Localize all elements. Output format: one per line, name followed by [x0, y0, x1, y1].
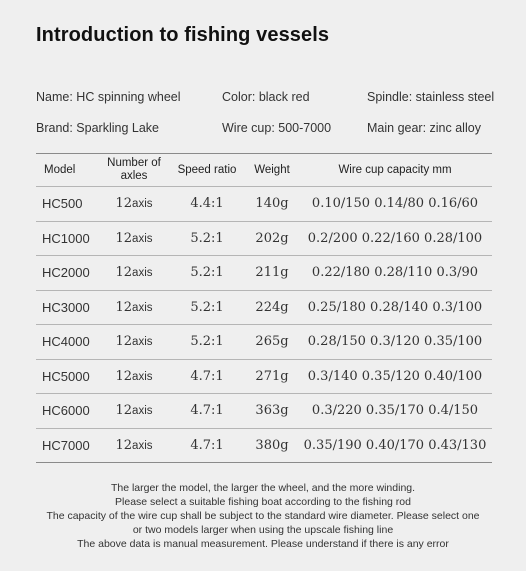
cell-model: HC7000	[36, 428, 100, 463]
table-row	[36, 187, 492, 222]
note-line: The above data is manual measurement. Please understand if there is any error	[77, 538, 449, 550]
cell-speed-ratio: 4.7:1	[168, 428, 246, 463]
cell-axles-number: 12	[115, 437, 133, 453]
cell-axles-number: 12	[115, 196, 133, 212]
cell-axles	[100, 428, 168, 463]
cell-speed-ratio: 5.2:1	[168, 221, 246, 256]
cell-capacity: 0.3/220 0.35/170 0.4/150	[298, 394, 492, 429]
header-speed-ratio: Speed ratio	[168, 154, 246, 187]
cell-axles-unit: axis	[132, 301, 153, 314]
cell-weight: 202g	[246, 221, 298, 256]
cell-capacity: 0.25/180 0.28/140 0.3/100	[298, 290, 492, 325]
cell-axles-number: 12	[115, 230, 133, 246]
table-row	[36, 428, 492, 463]
spec-wire-cup: Wire cup: 500-7000	[222, 121, 332, 135]
cell-axles	[100, 221, 168, 256]
cell-speed-ratio: 5.2:1	[168, 256, 246, 291]
cell-model: HC6000	[36, 394, 100, 429]
cell-model: HC500	[36, 187, 100, 222]
cell-speed-ratio: 4.7:1	[168, 394, 246, 429]
cell-axles-unit: axis	[132, 232, 153, 245]
cell-axles-number: 12	[115, 265, 133, 281]
cell-axles-number: 12	[115, 368, 133, 384]
header-axles-line2: axles	[120, 170, 148, 182]
table-row	[36, 359, 492, 394]
cell-speed-ratio: 4.7:1	[168, 359, 246, 394]
cell-axles	[100, 359, 168, 394]
cell-axles-unit: axis	[132, 198, 153, 211]
cell-axles-unit: axis	[132, 267, 153, 280]
spec-spindle: Spindle: stainless steel	[367, 90, 495, 104]
note-line: or two models larger when using the upscale fishing line	[132, 524, 394, 536]
cell-weight: 380g	[246, 428, 298, 463]
cell-axles	[100, 256, 168, 291]
note-line: The capacity of the wire cup shall be subject to the standard wire diameter. Please select one	[46, 510, 480, 522]
cell-axles-unit: axis	[132, 336, 153, 349]
cell-axles	[100, 394, 168, 429]
header-capacity: Wire cup capacity mm	[298, 154, 492, 187]
cell-capacity: 0.10/150 0.14/80 0.16/60	[298, 187, 492, 222]
table-body	[36, 187, 492, 463]
table-row	[36, 394, 492, 429]
spec-color: Color: black red	[222, 90, 310, 104]
cell-capacity: 0.2/200 0.22/160 0.28/100	[298, 221, 492, 256]
note-line: Please select a suitable fishing boat according to the fishing rod	[115, 496, 411, 508]
cell-weight: 224g	[246, 290, 298, 325]
header-axles-line1: Number of	[107, 157, 161, 169]
cell-capacity: 0.28/150 0.3/120 0.35/100	[298, 325, 492, 360]
cell-speed-ratio: 5.2:1	[168, 290, 246, 325]
table-row	[36, 325, 492, 360]
notes	[0, 481, 526, 551]
cell-axles-number: 12	[115, 299, 133, 315]
cell-axles-number: 12	[115, 403, 133, 419]
table-row	[36, 290, 492, 325]
cell-model: HC1000	[36, 221, 100, 256]
header-axles	[100, 154, 168, 187]
cell-weight: 363g	[246, 394, 298, 429]
cell-axles	[100, 187, 168, 222]
table-header-row	[36, 154, 492, 187]
table-row	[36, 221, 492, 256]
cell-model: HC2000	[36, 256, 100, 291]
cell-axles	[100, 290, 168, 325]
cell-model: HC5000	[36, 359, 100, 394]
cell-weight: 265g	[246, 325, 298, 360]
note-line: The larger the model, the larger the wheel, and the more winding.	[110, 482, 416, 494]
cell-speed-ratio: 4.4:1	[168, 187, 246, 222]
cell-model: HC3000	[36, 290, 100, 325]
cell-axles-unit: axis	[132, 370, 153, 383]
spec-main-gear: Main gear: zinc alloy	[367, 121, 481, 135]
cell-axles-unit: axis	[132, 405, 153, 418]
table-row	[36, 256, 492, 291]
spec-table	[36, 153, 492, 463]
header-weight: Weight	[246, 154, 298, 187]
cell-capacity: 0.22/180 0.28/110 0.3/90	[298, 256, 492, 291]
cell-capacity: 0.3/140 0.35/120 0.40/100	[298, 359, 492, 394]
cell-weight: 211g	[246, 256, 298, 291]
cell-weight: 271g	[246, 359, 298, 394]
spec-brand: Brand: Sparkling Lake	[36, 121, 159, 135]
cell-axles-unit: axis	[132, 439, 153, 452]
cell-weight: 140g	[246, 187, 298, 222]
cell-capacity: 0.35/190 0.40/170 0.43/130	[298, 428, 492, 463]
cell-axles	[100, 325, 168, 360]
header-model: Model	[36, 154, 100, 187]
spec-name: Name: HC spinning wheel	[36, 90, 181, 104]
cell-axles-number: 12	[115, 334, 133, 350]
cell-speed-ratio: 5.2:1	[168, 325, 246, 360]
page-title: Introduction to fishing vessels	[36, 24, 330, 46]
cell-model: HC4000	[36, 325, 100, 360]
